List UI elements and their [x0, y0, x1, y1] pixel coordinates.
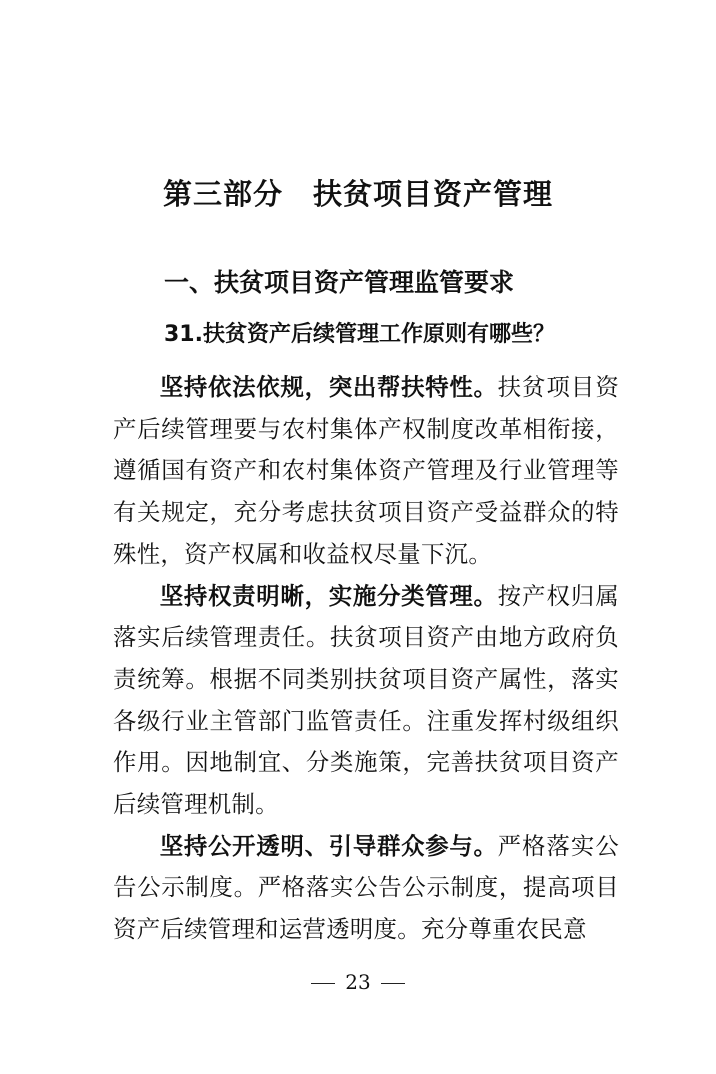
dash-left-decoration [311, 983, 335, 984]
paragraph-lead: 坚持公开透明、引导群众参与。 [159, 831, 498, 860]
question-heading: 31.扶贫资产后续管理工作原则有哪些？ [164, 322, 555, 347]
paragraph-2 [113, 576, 619, 826]
paragraph-text: 严格落实公告公示制度。严格落实公告公示制度，提高项目资产后续管理和运营透明度。充分尊重农民意 [113, 831, 620, 944]
paragraph-text: 按产权归属落实后续管理责任。扶贫项目资产由地方政府负责统筹。根据不同类别扶贫项目资产属性，落实各级行业主管部门监管责任。注重发挥村级组织作用。因地制宜、分类施策，完善扶贫项目资产后续管理机制。 [113, 581, 620, 819]
page-number [0, 970, 716, 994]
paragraph-lead: 坚持权责明晰，实施分类管理。 [159, 581, 498, 610]
paragraph-text: 扶贫项目资产后续管理要与农村集体产权制度改革相衔接，遵循国有资产和农村集体资产管理及行业管理等有关规定，充分考虑扶贫项目资产受益群众的特殊性，资产权属和收益权尽量下沉。 [113, 373, 620, 568]
paragraph-1 [113, 367, 619, 576]
part-title: 第三部分 扶贫项目资产管理 [162, 177, 553, 211]
paragraph-lead: 坚持依法依规，突出帮扶特性。 [159, 373, 498, 401]
dash-right-decoration [381, 983, 405, 984]
body-text [113, 367, 619, 951]
page-number-value: 23 [345, 970, 371, 994]
paragraph-3 [113, 826, 619, 951]
section-heading: 一、扶贫项目资产管理监管要求 [164, 268, 515, 297]
